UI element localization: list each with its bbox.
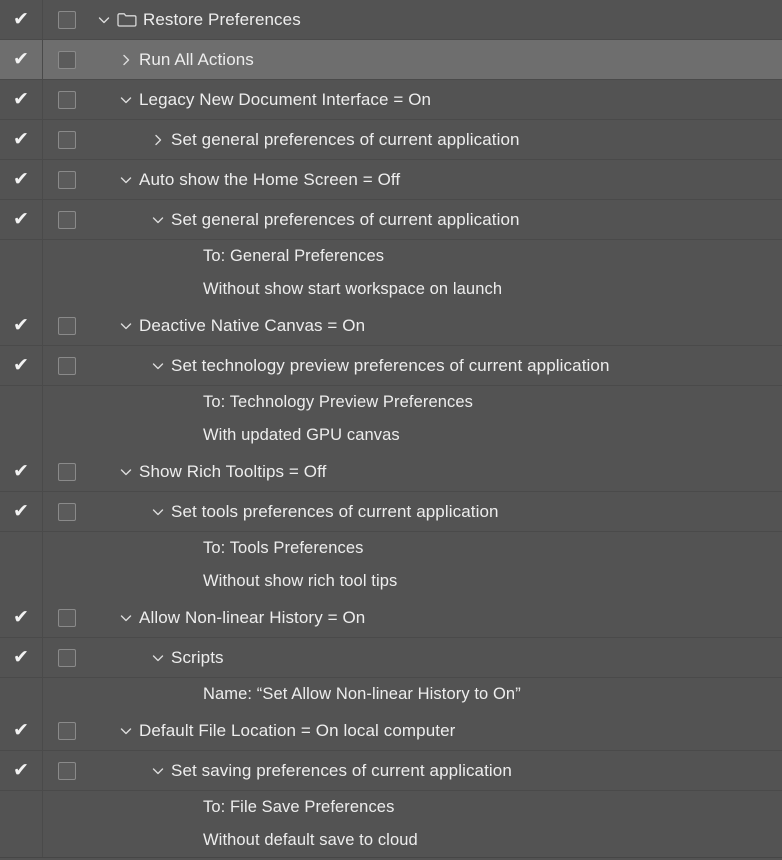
enabled-column[interactable]: [0, 598, 43, 637]
dialog-checkbox[interactable]: [58, 131, 76, 149]
row-body[interactable]: [91, 80, 782, 119]
row-body[interactable]: [91, 40, 782, 79]
chevron-down-icon[interactable]: [91, 13, 117, 27]
row-body[interactable]: [91, 120, 782, 159]
detail-row[interactable]: [0, 240, 782, 273]
checkmark-icon[interactable]: ✔: [13, 208, 29, 230]
row-body[interactable]: [91, 751, 782, 790]
detail-row[interactable]: [0, 386, 782, 419]
row-body[interactable]: [91, 711, 782, 750]
enabled-column[interactable]: [0, 711, 43, 750]
chevron-down-icon[interactable]: [113, 724, 139, 738]
action-row[interactable]: [0, 160, 782, 200]
action-row[interactable]: [0, 492, 782, 532]
row-body[interactable]: [91, 492, 782, 531]
detail-row[interactable]: [0, 824, 782, 857]
chevron-down-icon[interactable]: [145, 764, 171, 778]
checkmark-icon[interactable]: ✔: [13, 168, 29, 190]
checkmark-icon[interactable]: ✔: [13, 128, 29, 150]
enabled-column[interactable]: [0, 0, 43, 39]
action-label: Run All Actions: [139, 49, 254, 69]
action-row[interactable]: [0, 80, 782, 120]
dialog-toggle-column[interactable]: [43, 609, 91, 627]
checkmark-icon[interactable]: ✔: [13, 8, 29, 30]
enabled-column[interactable]: [0, 80, 43, 119]
action-label: Scripts: [171, 647, 224, 667]
action-label: Set general preferences of current application: [171, 129, 520, 149]
detail-row[interactable]: [0, 678, 782, 711]
dialog-checkbox[interactable]: [58, 211, 76, 229]
detail-label: To: Tools Preferences: [203, 539, 364, 557]
action-row[interactable]: [0, 0, 782, 40]
enabled-column[interactable]: [0, 791, 43, 824]
action-row[interactable]: [0, 346, 782, 386]
dialog-checkbox[interactable]: [58, 463, 76, 481]
action-row[interactable]: [0, 598, 782, 638]
dialog-toggle-column[interactable]: [43, 211, 91, 229]
dialog-toggle-column[interactable]: [43, 51, 91, 69]
enabled-column[interactable]: [0, 824, 43, 857]
detail-label: To: File Save Preferences: [203, 798, 395, 816]
enabled-column[interactable]: [0, 532, 43, 565]
action-label: Set saving preferences of current application: [171, 760, 512, 780]
row-body[interactable]: [91, 791, 782, 824]
enabled-column[interactable]: [0, 638, 43, 677]
action-row[interactable]: [0, 306, 782, 346]
row-body[interactable]: [91, 565, 782, 598]
enabled-column[interactable]: [0, 419, 43, 452]
enabled-column[interactable]: [0, 240, 43, 273]
enabled-column[interactable]: [0, 160, 43, 199]
enabled-column[interactable]: [0, 386, 43, 419]
chevron-right-icon[interactable]: [113, 53, 139, 67]
enabled-column[interactable]: [0, 306, 43, 345]
detail-label: Without show rich tool tips: [203, 572, 398, 590]
action-label: Restore Preferences: [143, 9, 301, 29]
detail-row[interactable]: [0, 565, 782, 598]
checkmark-icon[interactable]: ✔: [13, 606, 29, 628]
dialog-checkbox[interactable]: [58, 722, 76, 740]
action-label: Legacy New Document Interface = On: [139, 89, 432, 109]
row-body[interactable]: [91, 598, 782, 637]
action-label: Set tools preferences of current application: [171, 501, 499, 521]
chevron-down-icon[interactable]: [145, 359, 171, 373]
row-body[interactable]: [91, 306, 782, 345]
chevron-down-icon[interactable]: [113, 93, 139, 107]
detail-label: With updated GPU canvas: [203, 426, 400, 444]
checkmark-icon[interactable]: ✔: [13, 646, 29, 668]
action-row[interactable]: [0, 200, 782, 240]
dialog-toggle-column[interactable]: [43, 762, 91, 780]
dialog-toggle-column[interactable]: [43, 649, 91, 667]
checkmark-icon[interactable]: ✔: [13, 500, 29, 522]
detail-label: Without default save to cloud: [203, 831, 418, 849]
detail-row[interactable]: [0, 532, 782, 565]
chevron-down-icon[interactable]: [145, 213, 171, 227]
dialog-toggle-column[interactable]: [43, 317, 91, 335]
dialog-checkbox[interactable]: [58, 609, 76, 627]
dialog-toggle-column[interactable]: [43, 463, 91, 481]
row-body[interactable]: [91, 200, 782, 239]
dialog-checkbox[interactable]: [58, 51, 76, 69]
action-label: Set general preferences of current application: [171, 209, 520, 229]
chevron-down-icon[interactable]: [113, 611, 139, 625]
action-label: Deactive Native Canvas = On: [139, 315, 366, 335]
action-row[interactable]: [0, 40, 782, 80]
checkmark-icon[interactable]: ✔: [13, 88, 29, 110]
dialog-toggle-column[interactable]: [43, 91, 91, 109]
dialog-toggle-column[interactable]: [43, 171, 91, 189]
action-row[interactable]: [0, 120, 782, 160]
enabled-column[interactable]: [0, 346, 43, 385]
row-body[interactable]: [91, 419, 782, 452]
detail-label: To: General Preferences: [203, 247, 385, 265]
chevron-down-icon[interactable]: [113, 465, 139, 479]
row-body[interactable]: [91, 160, 782, 199]
action-row[interactable]: [0, 452, 782, 492]
enabled-column[interactable]: [0, 120, 43, 159]
chevron-down-icon[interactable]: [113, 319, 139, 333]
dialog-checkbox[interactable]: [58, 11, 76, 29]
checkmark-icon[interactable]: ✔: [13, 759, 29, 781]
enabled-column[interactable]: [0, 751, 43, 790]
checkmark-icon[interactable]: ✔: [13, 719, 29, 741]
folder-icon: [117, 12, 143, 28]
checkmark-icon[interactable]: ✔: [13, 354, 29, 376]
chevron-down-icon[interactable]: [113, 173, 139, 187]
enabled-column[interactable]: [0, 565, 43, 598]
row-body[interactable]: [91, 240, 782, 273]
chevron-down-icon[interactable]: [145, 651, 171, 665]
chevron-down-icon[interactable]: [145, 505, 171, 519]
action-row[interactable]: [0, 751, 782, 791]
row-body[interactable]: [91, 824, 782, 857]
checkmark-icon[interactable]: ✔: [13, 48, 29, 70]
action-label: Set technology preview preferences of current application: [171, 355, 610, 375]
dialog-checkbox[interactable]: [58, 762, 76, 780]
enabled-column[interactable]: [0, 452, 43, 491]
row-body[interactable]: [91, 678, 782, 711]
enabled-column[interactable]: [0, 678, 43, 711]
action-label: Allow Non-linear History = On: [139, 607, 366, 627]
row-body[interactable]: [91, 386, 782, 419]
row-body[interactable]: [91, 638, 782, 677]
detail-label: Without show start workspace on launch: [203, 280, 503, 298]
action-label: Show Rich Tooltips = Off: [139, 461, 327, 481]
detail-row[interactable]: [0, 419, 782, 452]
dialog-toggle-column[interactable]: [43, 722, 91, 740]
action-row[interactable]: [0, 711, 782, 751]
enabled-column[interactable]: [0, 492, 43, 531]
dialog-toggle-column[interactable]: [43, 131, 91, 149]
row-body[interactable]: [91, 346, 782, 385]
action-label: Auto show the Home Screen = Off: [139, 169, 401, 189]
checkmark-icon[interactable]: ✔: [13, 460, 29, 482]
dialog-checkbox[interactable]: [58, 171, 76, 189]
action-label: Default File Location = On local computer: [139, 720, 456, 740]
detail-row[interactable]: [0, 273, 782, 306]
dialog-toggle-column[interactable]: [43, 503, 91, 521]
detail-label: Name: “Set Allow Non-linear History to On”: [203, 685, 521, 703]
chevron-right-icon[interactable]: [145, 133, 171, 147]
dialog-toggle-column[interactable]: [43, 357, 91, 375]
detail-row[interactable]: [0, 791, 782, 824]
row-body[interactable]: [91, 0, 782, 39]
detail-label: To: Technology Preview Preferences: [203, 393, 473, 411]
row-body[interactable]: [91, 273, 782, 306]
row-body[interactable]: [91, 532, 782, 565]
enabled-column[interactable]: [0, 200, 43, 239]
row-body[interactable]: [91, 452, 782, 491]
dialog-toggle-column[interactable]: [43, 11, 91, 29]
dialog-checkbox[interactable]: [58, 357, 76, 375]
checkmark-icon[interactable]: ✔: [13, 314, 29, 336]
dialog-checkbox[interactable]: [58, 503, 76, 521]
enabled-column[interactable]: [0, 40, 43, 79]
dialog-checkbox[interactable]: [58, 91, 76, 109]
dialog-checkbox[interactable]: [58, 317, 76, 335]
action-row[interactable]: [0, 638, 782, 678]
dialog-checkbox[interactable]: [58, 649, 76, 667]
enabled-column[interactable]: [0, 273, 43, 306]
